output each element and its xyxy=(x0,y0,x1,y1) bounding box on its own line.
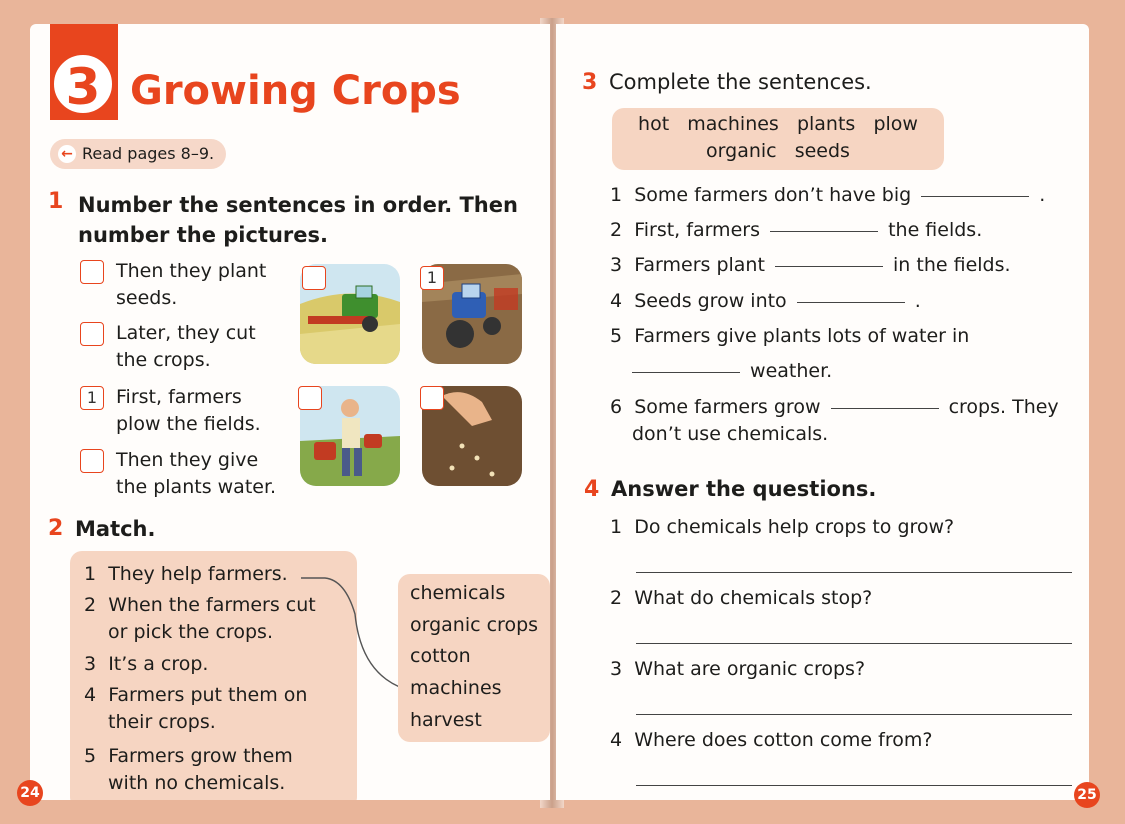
unit-number-badge: 3 xyxy=(50,51,116,117)
q3-sentence-4 xyxy=(610,288,921,315)
q3-sentence-1-blank[interactable] xyxy=(921,195,1029,197)
match-item-3-number: 3 xyxy=(84,653,97,675)
q3-title: Complete the sentences. xyxy=(609,70,872,94)
q4-question-1 xyxy=(610,514,954,541)
q3-sentence-6-number: 6 xyxy=(610,396,623,418)
q3-sentence-6-blank[interactable] xyxy=(831,407,939,409)
q3-sentence-6-line2: don’t use chemicals. xyxy=(632,423,829,445)
match-word-chemicals: chemicals xyxy=(410,582,506,604)
q3-sentence-2-number: 2 xyxy=(610,219,623,241)
q3-sentence-4-number: 4 xyxy=(610,290,623,312)
sentence-4 xyxy=(116,447,276,501)
q1-title-line1: Number the sentences in order. Then xyxy=(78,193,518,217)
match-item-3-text: It’s a crop. xyxy=(108,653,209,675)
q4-question-3-number: 3 xyxy=(610,658,623,680)
q4-title: Answer the questions. xyxy=(611,477,877,501)
q4-answer-4-line[interactable] xyxy=(636,785,1072,786)
q3-sentence-5 xyxy=(610,323,969,385)
match-word-organic-crops: organic crops xyxy=(410,614,539,636)
q4-question-2-text: What do chemicals stop? xyxy=(634,587,873,609)
page-title: Growing Crops xyxy=(130,68,461,114)
sentence-2-line1: Later, they cut xyxy=(116,322,256,344)
read-pages-pill xyxy=(50,139,226,169)
q3-sentence-6 xyxy=(610,394,1059,448)
sentence-4-number-box[interactable] xyxy=(80,449,104,473)
q1-title-line2: number the pictures. xyxy=(78,223,329,247)
q2-number: 2 xyxy=(48,516,64,541)
q3-sentence-6-after: crops. They xyxy=(948,396,1059,418)
q3-sentence-5-number: 5 xyxy=(610,325,623,347)
q4-question-4 xyxy=(610,727,932,754)
picture-1-number-box[interactable] xyxy=(302,266,326,290)
match-item-5-number: 5 xyxy=(84,745,97,767)
q3-heading xyxy=(582,70,597,95)
q3-sentence-1-number: 1 xyxy=(610,184,623,206)
q3-sentence-5-line2: weather. xyxy=(750,360,833,382)
match-item-3 xyxy=(84,651,208,678)
sentence-1-number-box[interactable] xyxy=(80,260,104,284)
q3-sentence-3-blank[interactable] xyxy=(775,265,883,267)
match-item-4-line2: their crops. xyxy=(108,711,216,733)
right-page xyxy=(556,24,1089,800)
q3-sentence-4-blank[interactable] xyxy=(797,301,905,303)
q3-sentence-1-after: . xyxy=(1039,184,1046,206)
q4-answer-1-line[interactable] xyxy=(636,572,1072,573)
q4-answer-3-line[interactable] xyxy=(636,714,1072,715)
sentence-2 xyxy=(116,320,256,374)
word-bank xyxy=(612,108,944,170)
q3-sentence-1 xyxy=(610,182,1045,209)
word-bank-line2: organic seeds xyxy=(706,140,850,162)
match-item-1 xyxy=(84,561,288,588)
q4-question-2 xyxy=(610,585,872,612)
sentence-3-line2: plow the fields. xyxy=(116,413,261,435)
q4-question-3-text: What are organic crops? xyxy=(634,658,866,680)
q4-question-4-text: Where does cotton come from? xyxy=(634,729,933,751)
q1-number: 1 xyxy=(48,189,64,214)
match-item-1-text: They help farmers. xyxy=(108,563,288,585)
q3-number: 3 xyxy=(582,70,598,95)
read-pages-label: Read pages 8–9. xyxy=(82,144,215,163)
page-number-right: 25 xyxy=(1074,782,1100,808)
match-item-1-number: 1 xyxy=(84,563,97,585)
q4-answer-2-line[interactable] xyxy=(636,643,1072,644)
q3-sentence-2 xyxy=(610,217,982,244)
sentence-2-line2: the crops. xyxy=(116,349,211,371)
q4-question-3 xyxy=(610,656,865,683)
q3-sentence-1-text: Some farmers don’t have big xyxy=(634,184,912,206)
q3-sentence-4-text: Seeds grow into xyxy=(634,290,787,312)
q4-question-2-number: 2 xyxy=(610,587,623,609)
match-words-box xyxy=(398,574,550,742)
sentence-1 xyxy=(116,258,266,312)
q2-title: Match. xyxy=(75,517,156,541)
match-item-2-line1: When the farmers cut xyxy=(108,594,316,616)
sentence-1-line1: Then they plant xyxy=(116,260,267,282)
q4-question-1-number: 1 xyxy=(610,516,623,538)
left-page xyxy=(30,24,550,800)
match-item-5-line2: with no chemicals. xyxy=(108,772,286,794)
q3-sentence-3-number: 3 xyxy=(610,254,623,276)
match-item-2-line2: or pick the crops. xyxy=(108,621,273,643)
q1-heading xyxy=(48,189,63,214)
q2-heading xyxy=(48,516,63,541)
arrow-left-icon: ← xyxy=(58,145,76,163)
q4-heading xyxy=(584,477,599,502)
picture-3-number-box[interactable] xyxy=(298,386,322,410)
q3-sentence-5-text: Farmers give plants lots of water in xyxy=(634,325,970,347)
match-item-2 xyxy=(84,592,316,646)
q3-sentence-4-after: . xyxy=(914,290,921,312)
q4-question-4-number: 4 xyxy=(610,729,623,751)
match-item-5 xyxy=(84,743,293,797)
picture-2-number-box[interactable]: 1 xyxy=(420,266,444,290)
sentence-2-number-box[interactable] xyxy=(80,322,104,346)
sentence-1-line2: seeds. xyxy=(116,287,178,309)
match-connector-line xyxy=(295,564,415,704)
q3-sentence-2-after: the fields. xyxy=(888,219,983,241)
sentence-4-line2: the plants water. xyxy=(116,476,277,498)
match-word-cotton: cotton xyxy=(410,645,471,667)
q3-sentence-2-text: First, farmers xyxy=(634,219,760,241)
match-item-4-line1: Farmers put them on xyxy=(108,684,308,706)
q4-number: 4 xyxy=(584,477,600,502)
q3-sentence-3 xyxy=(610,252,1011,279)
word-bank-line1: hot machines plants plow xyxy=(638,113,918,135)
match-item-4-number: 4 xyxy=(84,684,97,706)
q4-question-1-text: Do chemicals help crops to grow? xyxy=(634,516,955,538)
q3-sentence-3-text: Farmers plant xyxy=(634,254,765,276)
match-item-4 xyxy=(84,682,307,736)
sentence-3-number-box[interactable]: 1 xyxy=(80,386,104,410)
match-item-2-number: 2 xyxy=(84,594,97,616)
sentence-3 xyxy=(116,384,261,438)
sentence-4-line1: Then they give xyxy=(116,449,259,471)
match-word-machines: machines xyxy=(410,677,502,699)
q3-sentence-5-blank[interactable] xyxy=(632,371,740,373)
q3-sentence-3-after: in the fields. xyxy=(893,254,1011,276)
picture-4-number-box[interactable] xyxy=(420,386,444,410)
sentence-3-line1: First, farmers xyxy=(116,386,242,408)
match-item-5-line1: Farmers grow them xyxy=(108,745,293,767)
q1-title xyxy=(78,190,518,250)
q3-sentence-6-text: Some farmers grow xyxy=(634,396,821,418)
match-word-harvest: harvest xyxy=(410,709,482,731)
page-number-left: 24 xyxy=(17,780,43,806)
q3-sentence-2-blank[interactable] xyxy=(770,230,878,232)
